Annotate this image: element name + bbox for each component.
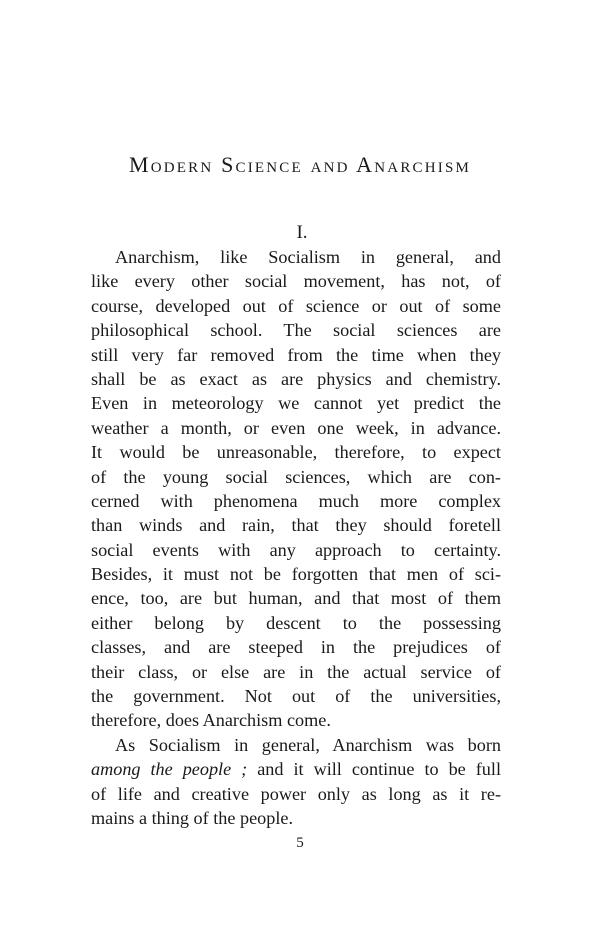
text-line: course, developed out of science or out of some [91,295,501,316]
text-line: the government. Not out of the universities, [91,686,501,707]
text-line: still very far removed from the time when they [91,344,501,365]
text-line: their class, or else are in the actual service of [91,661,501,682]
text-line: of life and creative power only as long as it re- [91,783,501,804]
text-line: ence, too, are but human, and that most of them [91,588,501,609]
text-line: weather a month, or even one week, in advance. [91,417,501,438]
text-line: social events with any approach to certainty. [91,539,501,560]
text-line: It would be unreasonable, therefore, to expect [91,442,501,463]
text-line: than winds and rain, that they should foretell [91,515,501,536]
text-line: therefore, does Anarchism come. [91,710,331,731]
text-line: shall be as exact as are physics and chemistry. [91,368,501,389]
text-line [91,757,501,781]
text-line: Even in meteorology we cannot yet predict the [91,393,501,414]
text-line: As Socialism in general, Anarchism was born [115,734,501,755]
text-line: either belong by descent to the possessing [91,612,501,633]
text-line: cerned with phenomena much more complex [91,490,501,511]
text-line: Besides, it must not be forgotten that men of sci- [91,564,501,585]
italic-phrase: among the people ; [91,759,248,780]
chapter-title: Modern Science and Anarchism [128,152,472,177]
page-number: 5 [296,835,304,851]
text-line: classes, and are steeped in the prejudices of [91,637,501,658]
section-number: I. [296,222,308,243]
text-line-rest: and it will continue to be full [247,759,502,780]
text-line: of the young social sciences, which are con- [91,466,501,487]
text-line: Anarchism, like Socialism in general, and [115,247,501,267]
text-line: philosophical school. The social sciences are [91,320,501,341]
text-line: like every other social movement, has not, of [91,271,501,292]
body-text [91,245,501,830]
text-line: mains a thing of the people. [91,807,294,828]
